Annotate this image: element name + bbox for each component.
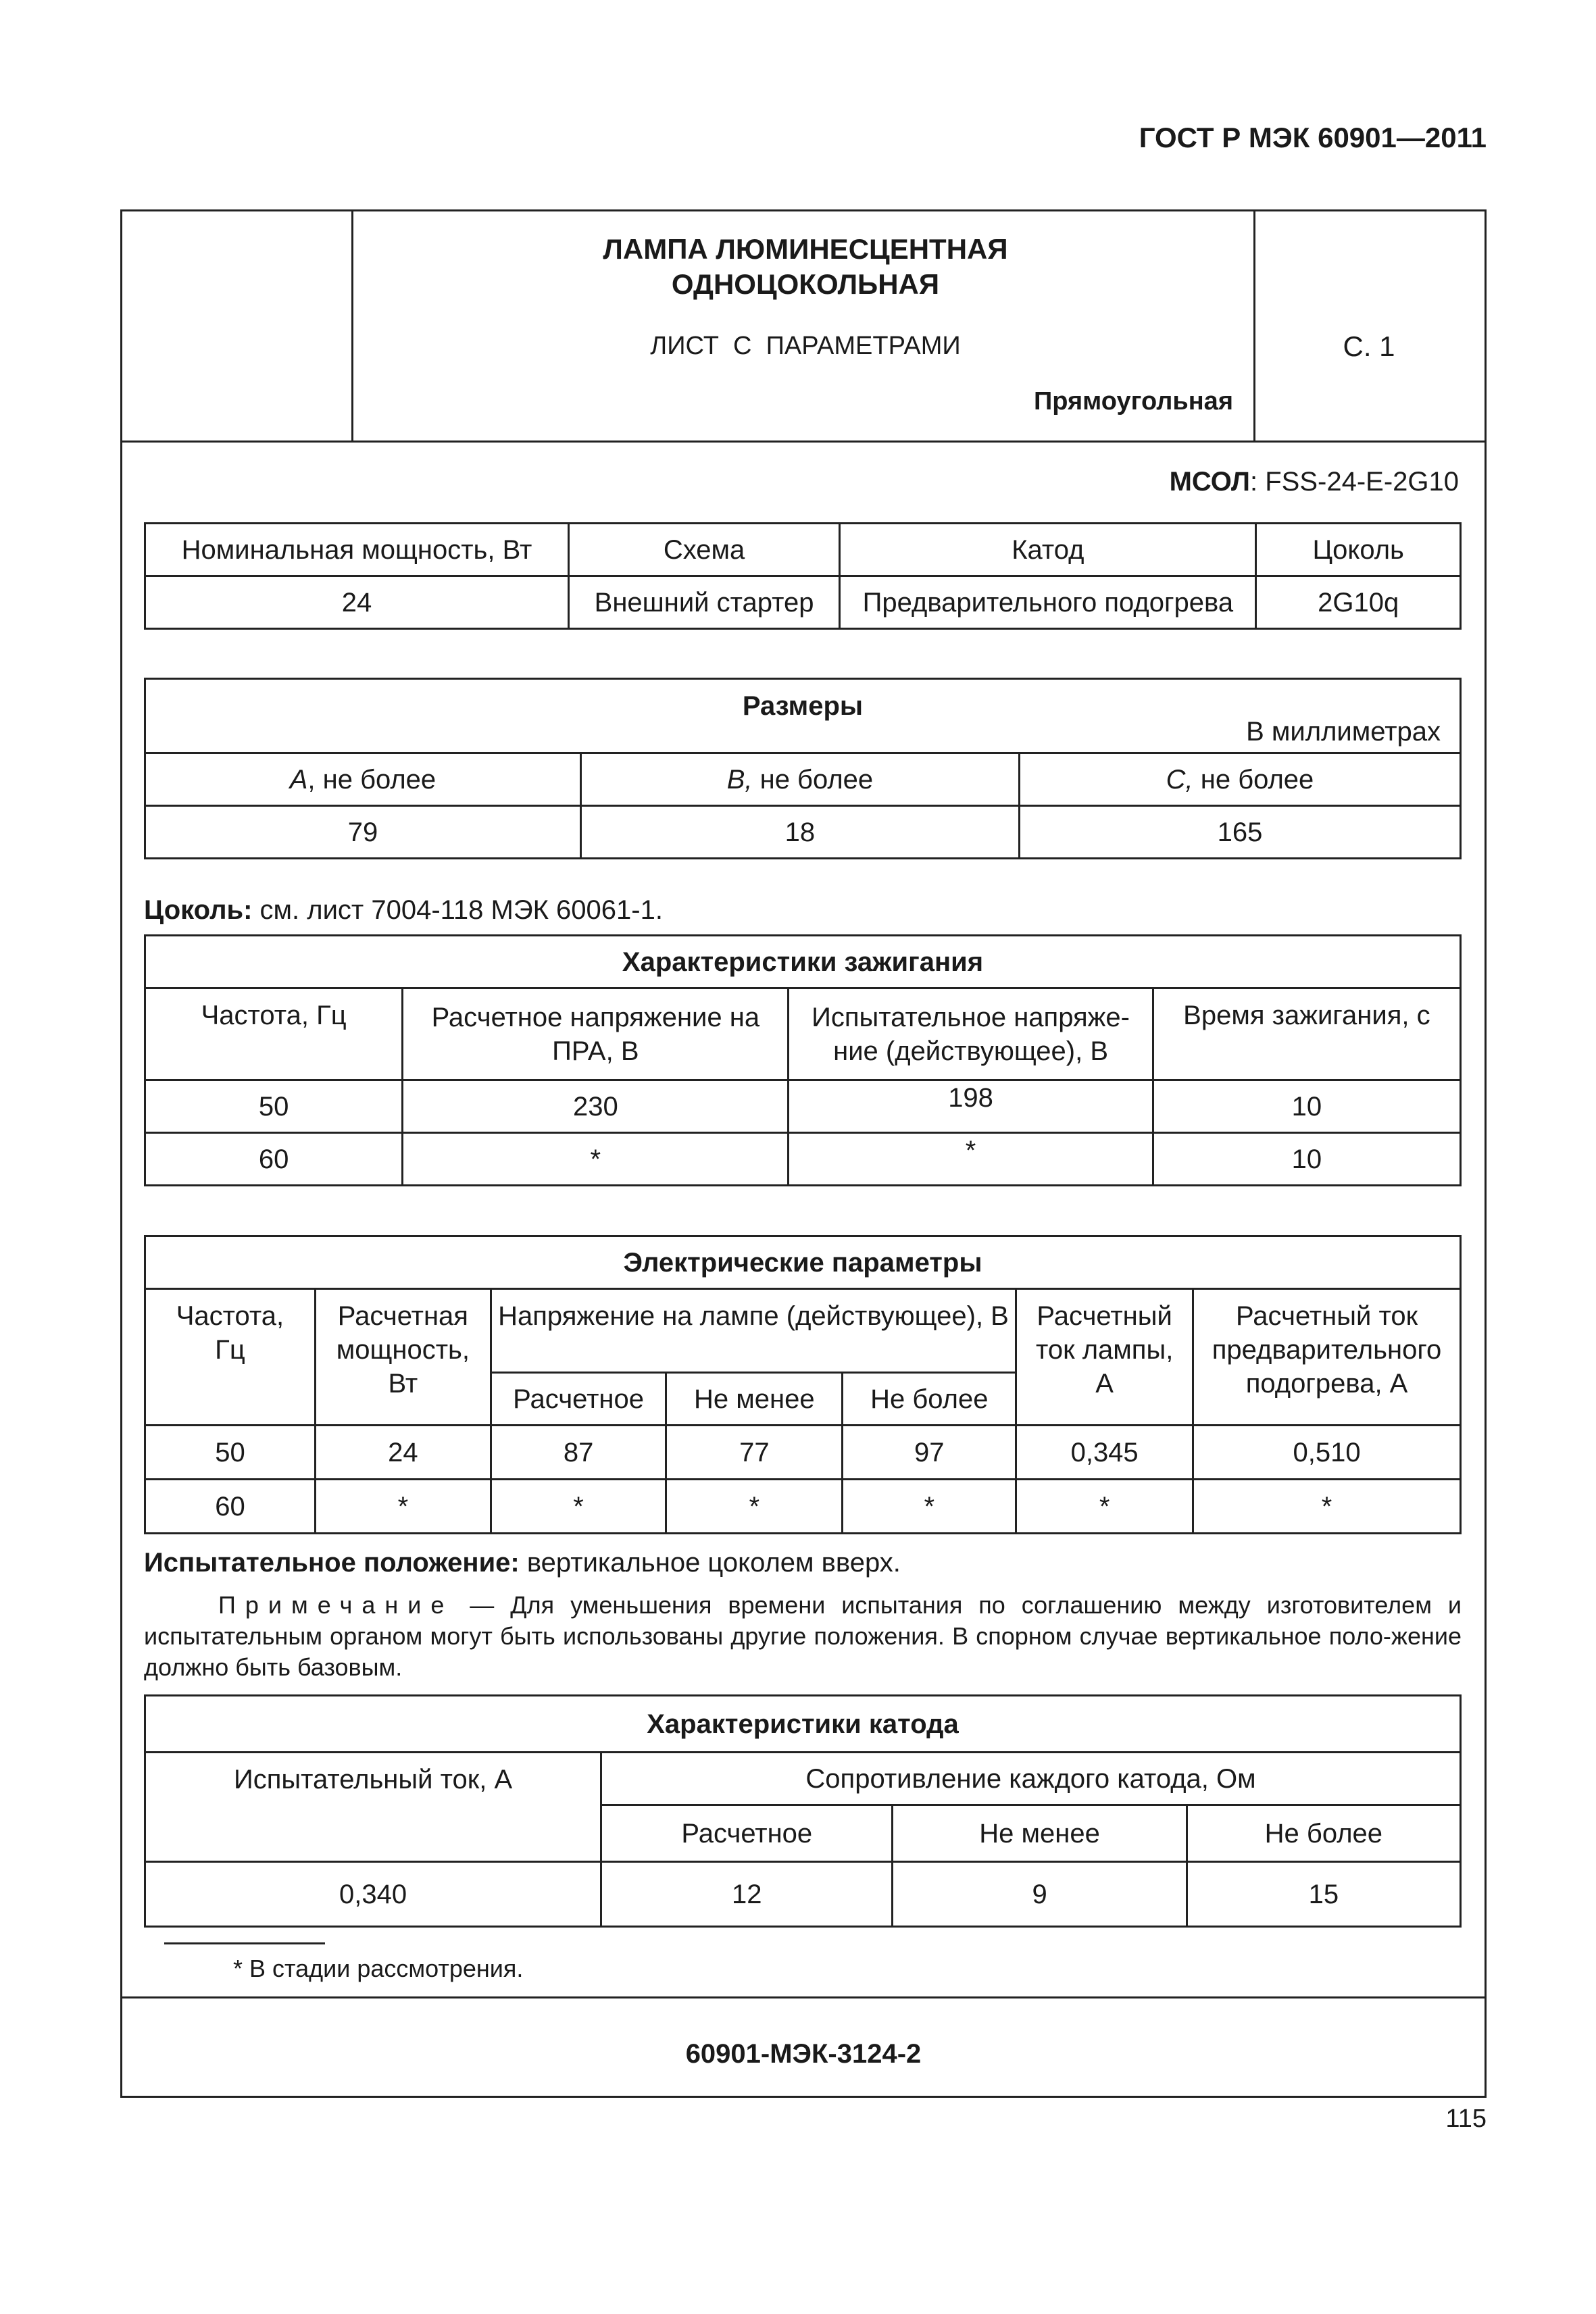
title-line-2: ОДНОЦОКОЛЬНАЯ	[671, 268, 940, 300]
table-header-row	[145, 988, 1461, 1080]
dimension-suffix: , не более	[307, 764, 437, 795]
header-cell: Расчетное	[601, 1805, 893, 1862]
header-cell: Частота, Гц	[145, 988, 403, 1080]
table-cell: 165	[1019, 806, 1460, 859]
table-row	[145, 1080, 1461, 1133]
header-cell: Испытательное напряже-ние (действующее), В	[789, 988, 1153, 1080]
dimension-letter: A	[289, 764, 308, 795]
header-cell: Катод	[840, 524, 1256, 576]
header-cell: Номинальная мощность, Вт	[145, 524, 569, 576]
msol-value: : FSS-24-E-2G10	[1249, 467, 1459, 497]
table-caption-row	[145, 1696, 1461, 1753]
page-number: 115	[1445, 2105, 1487, 2133]
header-cell	[145, 753, 581, 806]
base-note-label: Цоколь:	[144, 895, 253, 925]
table-caption-row	[145, 1236, 1461, 1289]
table-cell: *	[789, 1133, 1153, 1186]
table-cell: 24	[315, 1426, 491, 1480]
table-cell: 50	[145, 1426, 316, 1480]
table-cell: 77	[666, 1426, 843, 1480]
table-cell: 79	[145, 806, 581, 859]
dimension-letter: B,	[726, 764, 753, 795]
table-cell: *	[491, 1480, 666, 1534]
header-cell: Частота, Гц	[145, 1289, 316, 1426]
dimensions-table	[144, 678, 1462, 859]
title-line-1: ЛАМПА ЛЮМИНЕСЦЕНТНАЯ	[603, 233, 1008, 265]
msol-designation	[1170, 467, 1459, 497]
table-cell: 60	[145, 1480, 316, 1534]
cathode-table	[144, 1694, 1462, 1928]
sheet-footer	[122, 1996, 1485, 2098]
table-row	[145, 1480, 1461, 1534]
table-caption-row	[145, 679, 1461, 753]
sheet-code: 60901-МЭК-3124-2	[685, 2039, 922, 2069]
table-cell: *	[315, 1480, 491, 1534]
dimensions-title: Размеры	[742, 691, 864, 721]
ignition-table	[144, 934, 1462, 1186]
header-cell: Не более	[843, 1373, 1016, 1426]
table-cell: *	[843, 1480, 1016, 1534]
table-header-row	[145, 753, 1461, 806]
table-row	[145, 1133, 1461, 1186]
table-cell: Предварительного подогрева	[840, 576, 1256, 629]
table-cell: 0,340	[145, 1862, 601, 1927]
lamp-shape: Прямоугольная	[1033, 387, 1233, 416]
dimension-suffix: не более	[1193, 764, 1314, 795]
table-cell: 15	[1187, 1862, 1460, 1927]
table-cell: 60	[145, 1133, 403, 1186]
header-cell: Расчетное напряжение на ПРА, В	[403, 988, 789, 1080]
table-cell: 230	[403, 1080, 789, 1133]
table-cell: 97	[843, 1426, 1016, 1480]
base-note-text: см. лист 7004-118 МЭК 60061-1.	[252, 895, 663, 925]
header-cell: Время зажигания, с	[1153, 988, 1460, 1080]
table-cell: *	[403, 1133, 789, 1186]
table-cell: 0,345	[1016, 1426, 1193, 1480]
footnote-divider	[164, 1942, 325, 1944]
table-cell: 9	[893, 1862, 1187, 1927]
note-text: — Для уменьшения времени испытания по соглашению между изготовителем и испытательным органом могут быть использованы другие положения. В спорном случае вертикальное поло-жение должно быть базовым.	[144, 1591, 1462, 1681]
table-cell: 2G10q	[1256, 576, 1461, 629]
table-row	[145, 1426, 1461, 1480]
footnote: * В стадии рассмотрения.	[233, 1955, 524, 1982]
caption-cell: Характеристики зажигания	[145, 936, 1461, 988]
test-position-label: Испытательное положение:	[144, 1548, 520, 1578]
table-cell: *	[1016, 1480, 1193, 1534]
dimension-suffix: не более	[752, 764, 874, 795]
table-caption-row	[145, 936, 1461, 988]
electrical-table	[144, 1235, 1462, 1534]
note-paragraph	[144, 1590, 1462, 1683]
table-cell: *	[666, 1480, 843, 1534]
dimensions-unit: В миллиметрах	[1246, 717, 1441, 747]
general-table	[144, 522, 1462, 630]
header-blank-cell	[122, 211, 353, 441]
table-cell: 24	[145, 576, 569, 629]
header-cell: Напряжение на лампе (действующее), В	[491, 1289, 1016, 1373]
header-cell: Испытательный ток, А	[145, 1753, 601, 1862]
table-cell: 50	[145, 1080, 403, 1133]
table-header-row	[145, 524, 1461, 576]
test-position-text: вертикальное цоколем вверх.	[519, 1548, 901, 1578]
header-cell	[580, 753, 1019, 806]
caption-cell: Электрические параметры	[145, 1236, 1461, 1289]
sheet-page: С. 1	[1343, 330, 1395, 362]
sheet-title	[353, 232, 1257, 302]
table-cell: 0,510	[1193, 1426, 1461, 1480]
header-cell: Расчетный ток предварительного подогрева, А	[1193, 1289, 1461, 1426]
header-cell: Расчетное	[491, 1373, 666, 1426]
table-row	[145, 1862, 1461, 1927]
table-cell: 10	[1153, 1133, 1460, 1186]
table-cell: 18	[580, 806, 1019, 859]
header-page-cell	[1253, 211, 1485, 441]
header-cell: Не менее	[893, 1805, 1187, 1862]
header-cell: Схема	[568, 524, 839, 576]
header-cell: Не более	[1187, 1805, 1460, 1862]
test-position	[144, 1548, 901, 1578]
sheet-subtitle: ЛИСТ С ПАРАМЕТРАМИ	[650, 332, 961, 360]
dimension-letter: C,	[1166, 764, 1193, 795]
caption-cell: Характеристики катода	[145, 1696, 1461, 1753]
table-cell: 12	[601, 1862, 893, 1927]
note-label: Примечание	[218, 1591, 454, 1619]
table-cell: 87	[491, 1426, 666, 1480]
header-cell: Сопротивление каждого катода, Ом	[601, 1753, 1461, 1805]
header-cell	[1019, 753, 1460, 806]
table-cell: 198	[789, 1080, 1153, 1133]
header-cell: Не менее	[666, 1373, 843, 1426]
standard-code: ГОСТ Р МЭК 60901—2011	[1139, 122, 1487, 153]
table-cell: 10	[1153, 1080, 1460, 1133]
table-cell: Внешний стартер	[568, 576, 839, 629]
table-header-row	[145, 1753, 1461, 1805]
header-cell: Расчетный ток лампы, А	[1016, 1289, 1193, 1426]
table-row	[145, 576, 1461, 629]
table-cell: *	[1193, 1480, 1461, 1534]
msol-label: МСОЛ	[1169, 467, 1250, 497]
table-row	[145, 806, 1461, 859]
table-header-row	[145, 1289, 1461, 1373]
sheet-header	[122, 211, 1485, 443]
data-sheet-frame	[120, 209, 1487, 2098]
header-cell: Расчетная мощность, Вт	[315, 1289, 491, 1426]
base-note	[144, 895, 663, 926]
header-cell: Цоколь	[1256, 524, 1461, 576]
caption-cell	[145, 679, 1461, 753]
